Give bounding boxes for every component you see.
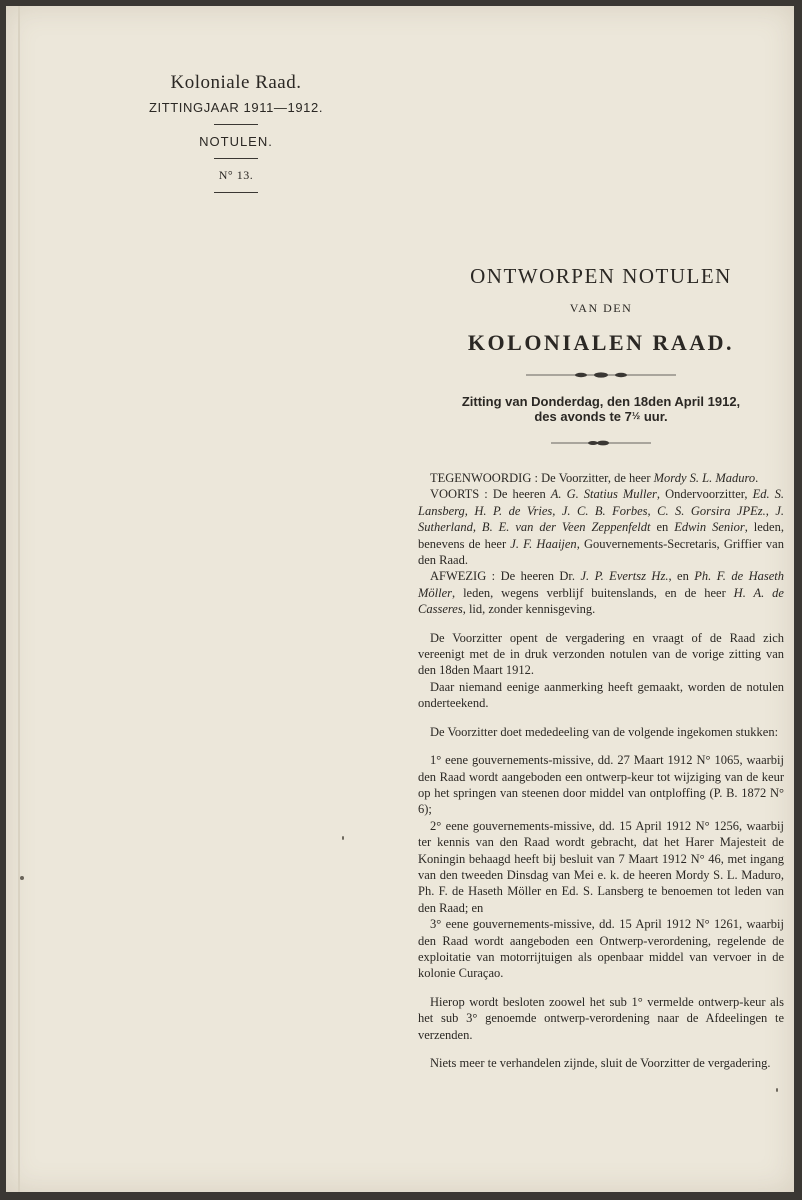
paragraph-opening: De Voorzitter opent de vergadering en vraagt of de Raad zich vereenigt met de in druk verzonden notulen van de vorige zitting van den 18den Maart 1912. (418, 630, 784, 678)
minutes-body (418, 470, 784, 1071)
session-date (418, 394, 784, 424)
absent-text: , en (668, 569, 695, 584)
attendance-present: TEGENWOORDIG : De Voorzitter, de heer Mordy S. L. Maduro. (430, 471, 759, 485)
paragraph-item-2: 2° eene gouvernements-missive, dd. 15 April 1912 N° 1256, waarbij ter kennis van den Raad wordt gebracht, dat het Harer Majesteit de Koningin behaagd heeft bij besluit van 7 Maart 1912 N° 46, met ingang van den tweeden Dinsdag van Mei e. k. de heeren Mordy S. L. Maduro, Ph. F. de Haseth Möller en Ed. S. Lansberg te benoemen tot leden van den Raad; en (418, 818, 784, 915)
attendance-voorts (418, 486, 784, 568)
paragraph-announcement: De Voorzitter doet mededeeling van de volgende ingekomen stukken: (430, 724, 779, 739)
paragraph-closing: Niets meer te verhandelen zijnde, sluit de Voorzitter de vergadering. (430, 1056, 771, 1070)
session-date-line2 (418, 409, 784, 424)
absent-names: H. A. de Casseres (418, 585, 784, 617)
absent-label: AFWEZIG : (430, 569, 496, 584)
ornament-divider-small (418, 434, 784, 452)
absent-names: J. P. Evertsz Hz. (580, 569, 669, 584)
voorts-names: Ed. S. Lansberg, H. P. de Vries, J. C. B. Forbes, C. S. Gorsira JPEz., J. Sutherland, B. E. van der Veen Zeppenfeldt (418, 487, 785, 535)
absent-text: , leden, wegens verblijf buitenslands, en de heer (452, 585, 734, 600)
voorts-text: , Ondervoorzitter, (656, 487, 753, 502)
session-time-pre: des avonds te 7 (534, 409, 632, 424)
header-divider (214, 192, 258, 193)
paper-speck (776, 1088, 778, 1092)
main-title-council: KOLONIALEN RAAD. (467, 330, 735, 355)
voorts-label: VOORTS : (430, 487, 488, 502)
session-time-post: uur. (640, 409, 668, 424)
paper-speck (20, 876, 24, 880)
voorts-text: en (650, 520, 675, 535)
voorts-text: De heeren (487, 487, 551, 502)
present-label: TEGENWOORDIG : (430, 471, 538, 485)
voorts-names: Edwin Senior (674, 520, 745, 535)
section-label: NOTULEN. (199, 134, 273, 149)
absent-text: , lid, zonder kennisgeving. (462, 602, 596, 617)
main-title-connector: VAN DEN (569, 301, 633, 315)
header-divider (214, 158, 258, 159)
present-name: Mordy S. L. Maduro (653, 471, 756, 485)
absent-text: De heeren Dr. (495, 569, 581, 584)
voorts-text: , Gouvernements-Secretaris, Griffier van den Raad. (418, 536, 784, 568)
paragraph-item-3: 3° eene gouvernements-missive, dd. 15 April 1912 N° 1261, waarbij den Raad wordt aangeboden een Ontwerp-verordening, regelende de exploitatie van motorrijtuigen als openbaar middel van vervoer in de kolonie Curaçao. (418, 917, 784, 981)
present-text: De Voorzitter, de heer (537, 471, 654, 485)
voorts-names: J. F. Haaijen (510, 536, 577, 551)
voorts-text: , leden, benevens de heer (418, 520, 784, 551)
minutes-column (418, 264, 784, 1071)
absent-names: Ph. F. de Haseth Möller (418, 569, 784, 600)
header-block (106, 72, 366, 202)
header-divider (214, 124, 258, 125)
page-fold (18, 6, 20, 1192)
voorts-names: A. G. Statius Muller (550, 487, 657, 502)
paragraph-decision: Hierop wordt besloten zoowel het sub 1° vermelde ontwerp-keur als het sub 3° genoemde ontwerp-verordening naar de Afdeelingen te verzenden. (418, 994, 784, 1042)
document-number: N° 13. (218, 168, 254, 182)
session-year: ZITTINGJAAR 1911—1912. (148, 100, 324, 115)
session-date-line1: Zitting van Donderdag, den 18den April 1912, (461, 394, 741, 409)
session-time-fraction: ½ (631, 411, 641, 422)
document-page (6, 6, 794, 1192)
council-title: Koloniale Raad. (170, 72, 302, 93)
ornament-divider (418, 366, 784, 384)
paragraph-signed: Daar niemand eenige aanmerking heeft gemaakt, worden de notulen onderteekend. (418, 679, 784, 711)
paragraph-item-1: 1° eene gouvernements-missive, dd. 27 Maart 1912 N° 1065, waarbij den Raad wordt aangeboden een ontwerp-keur tot wijziging van de keur op het springen van steenen door middel van ontploffing (P. B. 1872 N° 6); (418, 753, 784, 817)
main-title: ONTWORPEN NOTULEN (470, 264, 732, 288)
paper-speck (342, 836, 344, 840)
attendance-absent (418, 568, 784, 617)
